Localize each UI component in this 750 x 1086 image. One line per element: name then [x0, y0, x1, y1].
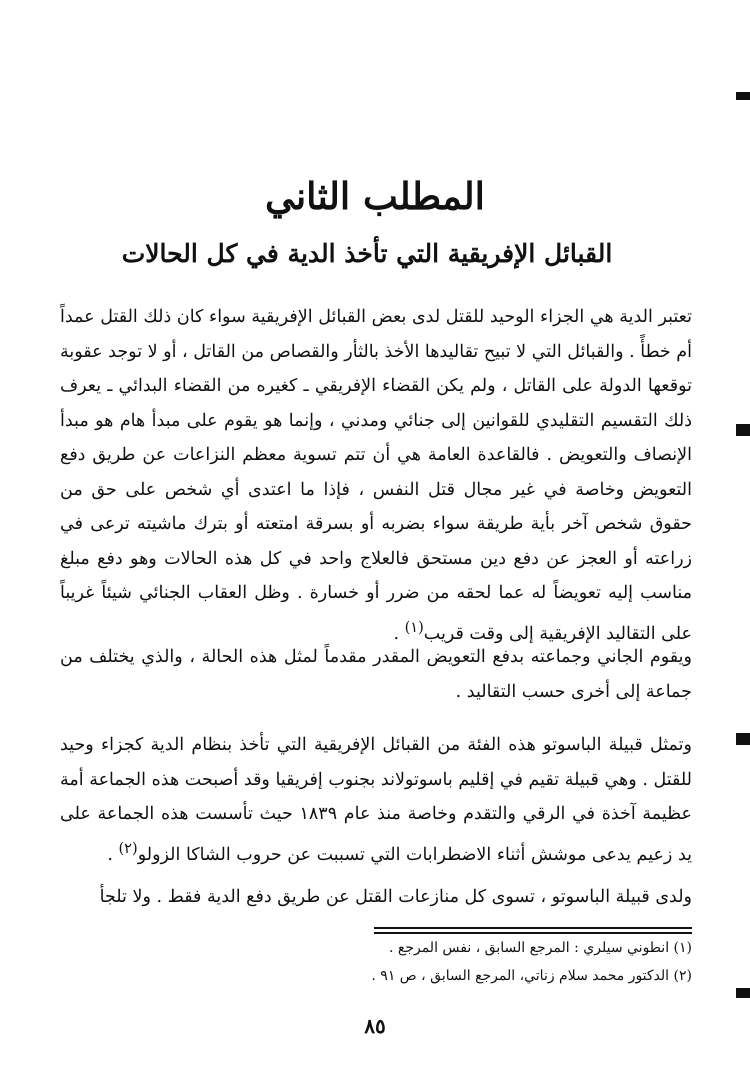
footnote-ref-1: (١) — [404, 618, 424, 636]
edge-scan-mark — [736, 733, 750, 745]
footnote-1: (١) انطوني سيلري : المرجع السابق ، نفس المرجع . — [388, 940, 692, 956]
paragraph-3 — [60, 728, 692, 872]
paragraph-3-text: وتمثل قبيلة الباسوتو هذه الفئة من القبائل الإفريقية التي تأخذ بنظام الدية كجزاء وحيد للقتل . وهي قبيلة تقيم في إقليم باسوتولاند بجنوب إفريقيا وقد أصبحت هذه الجماعة أمة عظيمة آخذة في الرقي والتقدم وخاصة منذ عام ١٨٣٩ حيث تأسست هذه الجماعة على يد زعيم يدعى موشش أثناء الاضطرابات التي تسببت عن حروب الشاكا الزولو — [60, 735, 692, 865]
section-subtitle: القبائل الإفريقية التي تأخذ الدية في كل الحالات — [121, 239, 613, 268]
paragraph-2: ويقوم الجاني وجماعته بدفع التعويض المقدر مقدماً لمثل هذه الحالة ، والذي يختلف من جماعة إلى أخرى حسب التقاليد . — [60, 647, 692, 702]
paragraph-1-text: تعتبر الدية هي الجزاء الوحيد للقتل لدى بعض القبائل الإفريقية سواء كان ذلك القتل عمداً أم خطأً . والقبائل التي لا تبيح تقاليدها الأخذ بالثأر والقصاص من القاتل ، أو لا توجد عقوبة توقعها الدولة على القاتل ، ولم يكن القضاء الإفريقي ـ كغيره من القضاء البدائي ـ يعرف ذلك التقسيم التقليدي للقوانين إلى جنائي ومدني ، وإنما هو يقوم على مبدأ هام هو مبدأ الإنصاف والتعويض . فالقاعدة العامة هي أن تتم تسوية معظم النزاعات عن طريق دفع التعويض وخاصة في غير مجال قتل النفس ، فإذا ما اعتدى أي شخص على حق من حقوق شخص آخر بأية طريقة سواء بضربه أو بسرقة امتعته أو بترك ماشيته ترعى في زراعته أو العجز عن دفع دين مستحق فالعلاج واحد في كل هذه الحالات وهو دفع مبلغ مناسب إليه تعويضاً له عما لحقه من ضرر أو خسارة . وظل العقاب الجنائي شيئاً غريباً على التقاليد الإفريقية إلى وقت قريب — [60, 307, 692, 644]
edge-scan-mark — [736, 92, 750, 100]
paragraph-4: ولدى قبيلة الباسوتو ، تسوى كل منازعات القتل عن طريق دفع الدية فقط . ولا تلجأ — [99, 887, 692, 907]
footnote-divider — [374, 932, 692, 934]
edge-scan-mark — [736, 988, 750, 998]
edge-scan-mark — [736, 424, 750, 436]
paragraph-1 — [60, 300, 692, 651]
paragraph-1-end: . — [393, 623, 405, 644]
footnote-ref-2: (٢) — [118, 839, 138, 857]
footnote-divider — [374, 927, 692, 929]
page-number: ٨٥ — [364, 1014, 386, 1038]
section-title: المطلب الثاني — [265, 174, 485, 218]
paragraph-3-end: . — [107, 844, 119, 865]
footnote-2: (٢) الدكتور محمد سلام زناتي، المرجع السابق ، ص ٩١ . — [371, 968, 692, 984]
